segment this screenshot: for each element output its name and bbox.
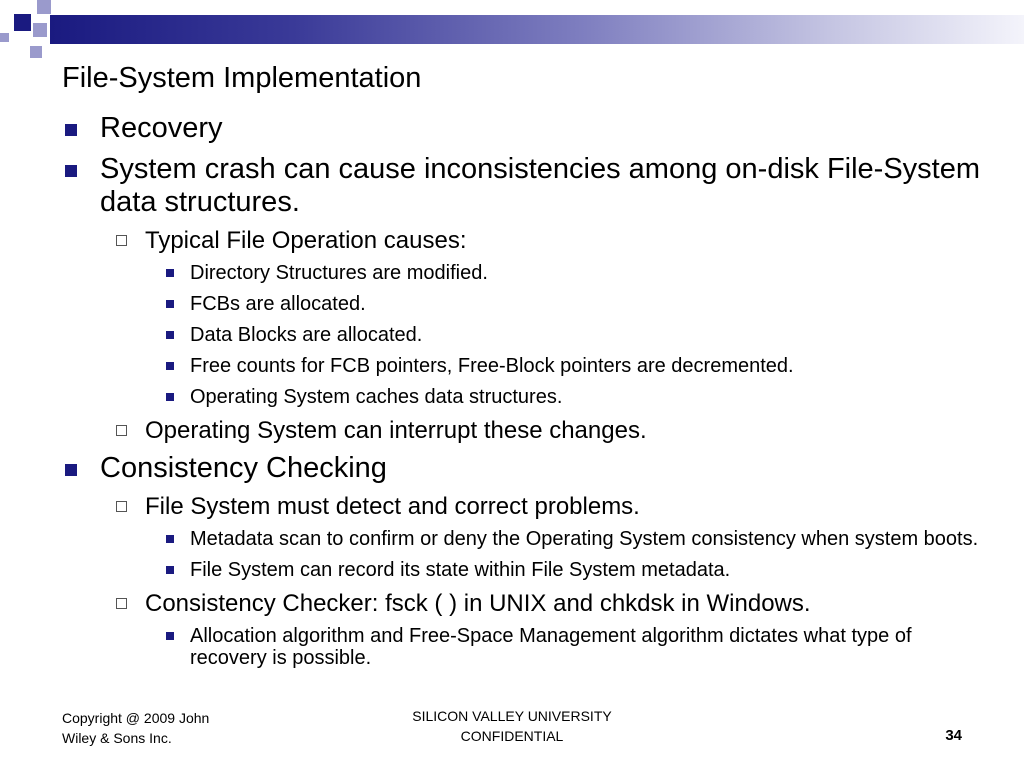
small-square-bullet-icon [166,300,174,308]
bullet-level3 [62,324,982,346]
bullet-text: Recovery [100,112,223,144]
bullet-text: Operating System caches data structures. [190,386,563,408]
university-line: SILICON VALLEY UNIVERSITY [412,708,612,724]
bullet-text: System crash can cause inconsistencies among on-disk File-System data structures. [100,153,981,218]
decorative-square [30,46,42,58]
bullet-level2 [62,590,982,618]
decorative-square [0,33,9,42]
small-square-bullet-icon [166,331,174,339]
bullet-level3 [62,386,982,408]
hollow-square-bullet-icon [116,235,127,246]
bullet-level1 [62,153,982,219]
bullet-text: Allocation algorithm and Free-Space Management algorithm dictates what type of recovery is possible. [190,625,912,669]
decorative-square [37,0,51,14]
bullet-text: FCBs are allocated. [190,293,366,315]
small-square-bullet-icon [166,362,174,370]
copyright-line: Wiley & Sons Inc. [62,730,172,746]
bullet-level3 [62,355,982,377]
bullet-text: Metadata scan to confirm or deny the Operating System consistency when system boots. [190,528,979,550]
hollow-square-bullet-icon [116,501,127,512]
small-square-bullet-icon [166,566,174,574]
confidential-line: CONFIDENTIAL [460,728,564,744]
bullet-level3 [62,262,982,284]
bullet-level3 [62,625,982,669]
small-square-bullet-icon [166,535,174,543]
bullet-level3 [62,559,982,581]
small-square-bullet-icon [166,632,174,640]
page-number: 34 [945,727,962,744]
bullet-text: Typical File Operation causes: [145,227,467,254]
footer-copyright [62,708,282,748]
small-square-bullet-icon [166,393,174,401]
copyright-line: Copyright @ 2009 John [62,710,210,726]
decorative-square [33,23,47,37]
square-bullet-icon [65,124,77,136]
bullet-level1 [62,452,982,485]
bullet-text: Directory Structures are modified. [190,262,488,284]
header-gradient-bar [50,15,1024,44]
slide-title: File-System Implementation [62,62,422,94]
bullet-text: File System must detect and correct problems. [145,493,640,520]
bullet-level3 [62,293,982,315]
bullet-level2 [62,227,982,255]
bullet-text: Data Blocks are allocated. [190,324,423,346]
bullet-text: Operating System can interrupt these changes. [145,417,647,444]
footer-confidential [362,706,662,746]
slide-body [62,112,982,678]
hollow-square-bullet-icon [116,598,127,609]
square-bullet-icon [65,464,77,476]
small-square-bullet-icon [166,269,174,277]
decorative-square [14,14,31,31]
bullet-text: Free counts for FCB pointers, Free-Block pointers are decremented. [190,355,794,377]
bullet-text: Consistency Checking [100,452,387,484]
square-bullet-icon [65,165,77,177]
bullet-text: Consistency Checker: fsck ( ) in UNIX and chkdsk in Windows. [145,590,811,617]
hollow-square-bullet-icon [116,425,127,436]
bullet-level1 [62,112,982,145]
bullet-level2 [62,493,982,521]
bullet-level3 [62,528,982,550]
bullet-text: File System can record its state within File System metadata. [190,559,731,581]
bullet-level2 [62,417,982,445]
